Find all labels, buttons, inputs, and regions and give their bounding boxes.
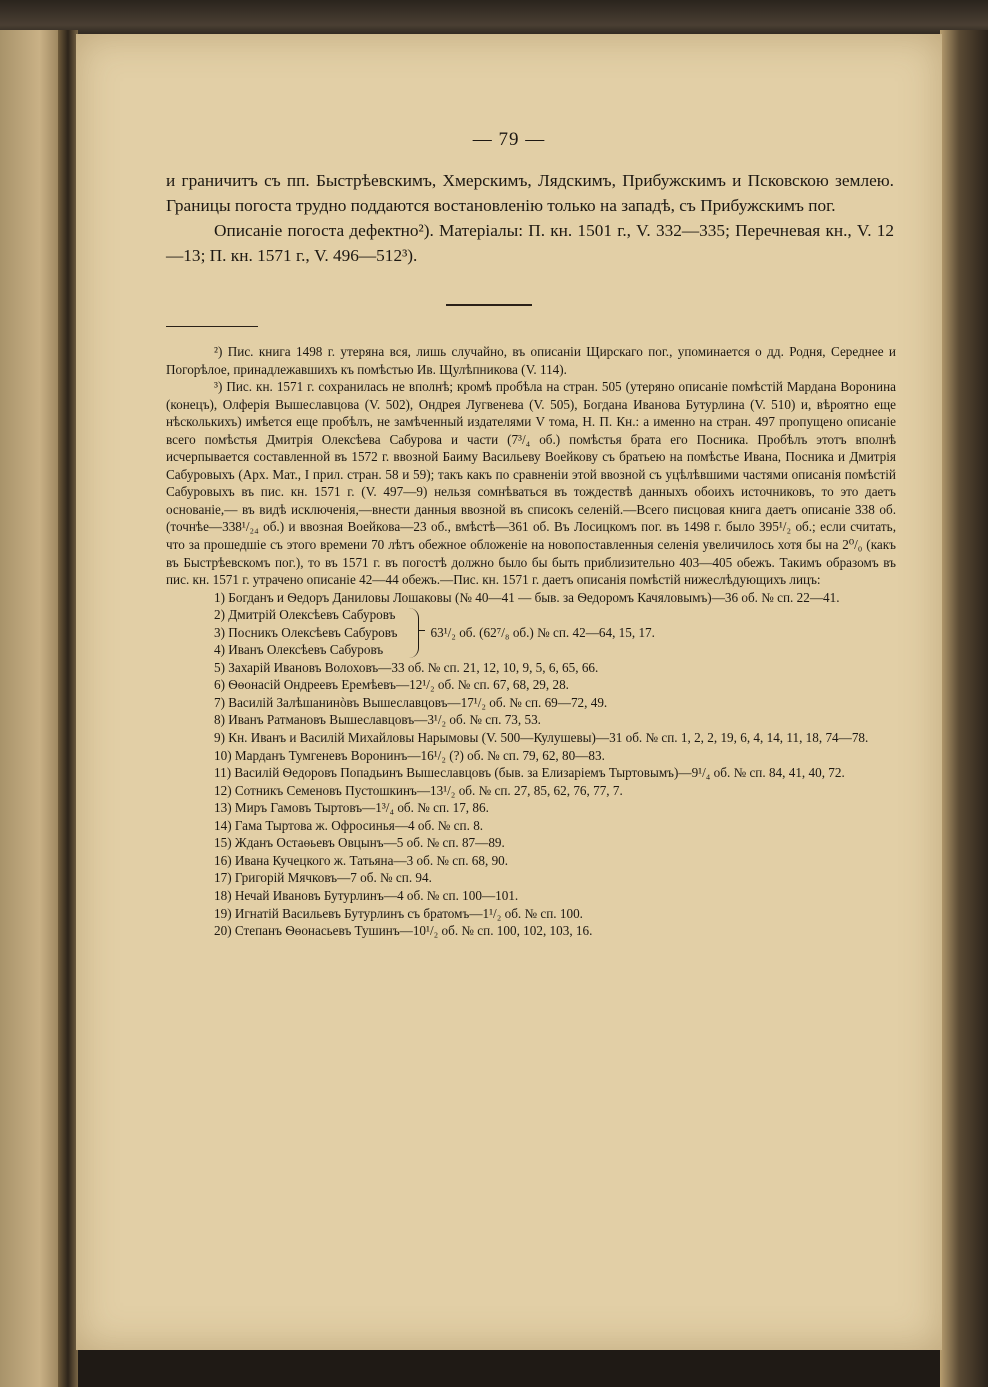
page-number: — 79 — <box>472 129 546 150</box>
list-item: 8) Иванъ Ратмановъ Вышеславцовъ—3¹/₂ об. № сп. 73, 53. <box>214 712 541 728</box>
curly-brace-icon <box>404 608 419 658</box>
footnote-3: ³) Пис. кн. 1571 г. сохранилась не вполнѣ; кромѣ пробѣла на стран. 505 (утеряно описаніе помѣстій Мардана Воронина (конецъ), Олферія Вышеславцова (V. 502), Ондрея Лугвенева (V. 505), Богдана Иванова Бутурлина (V. 510) и, вѣроятно еще нѣсколькихъ) имѣется еще пробѣлъ, не замѣченный издателями V тома, Н. П. Кн.: а именно на стран. 497 пропущено описаніе всего помѣстья Дмитрія Олексѣева Сабурова и части (7³/₄ об.) помѣстья брата его Посника. Пробѣлъ этотъ вполнѣ исчерпывается составленной въ 1572 г. ввозной Баиму Васильеву Воейкову съ братьею на помѣстье Ивана, Посника и Дмитрія Сабуровыхъ (Арх. Мат., I прил. стран. 58 и 59); такъ какъ по сравненіи этой ввозной съ уцѣлѣвшими частями описанія помѣстій Сабуровыхъ въ пис. кн. 1571 г. (V. 497—9) нельзя сомнѣваться въ тождествѣ данныхъ обоихъ источниковъ, то это даетъ основаніе,— въ видѣ исключенія,—внести данныя ввозной въ списокъ селеній.—Всего писцовая книга даетъ описаніе 338 об. (точнѣе—338¹/₂₄ об.) и ввозная Воейкова—23 об., вмѣстѣ—361 об. Въ Лосицкомъ пог. въ 1498 г. было 395¹/₂ об.; если считать, что за прошедшіе съ этого времени 70 лѣтъ обежное обложеніе на новопоставленныя селенія увеличилось хотя бы на 2⁰/₀ (какъ въ Быстрѣевскомъ пог.), то въ 1571 г. въ погостѣ должно было бы быть приблизительно 403—405 обежъ. Такимъ образомъ въ пис. кн. 1571 г. утрачено описаніе 42—44 обежъ.—Пис. кн. 1571 г. даетъ описанія помѣстій нижеслѣдующихъ лицъ: <box>166 379 896 588</box>
book-page-edges <box>940 30 988 1387</box>
list-item: 4) Иванъ Олексѣевъ Сабуровъ <box>214 642 384 658</box>
list-item: 3) Посникъ Олексѣевъ Сабуровъ <box>214 624 398 640</box>
list-item: 19) Игнатій Васильевъ Бутурлинъ съ братомъ—1¹/₂ об. № сп. 100. <box>214 905 583 921</box>
list-item: 18) Нечай Ивановъ Бутурлинъ—4 об. № сп. 100—101. <box>214 887 519 903</box>
section-divider <box>446 304 532 306</box>
book-spine <box>58 30 78 1387</box>
list-item: 17) Григорій Мячковъ—7 об. № сп. 94. <box>214 870 432 886</box>
list-item: 10) Марданъ Тумгеневъ Воронинъ—16¹/₂ (?) об. № сп. 79, 62, 80—83. <box>214 747 605 763</box>
list-item: 16) Ивана Кучецкого ж. Татьяна—3 об. № сп. 68, 90. <box>214 852 509 868</box>
footnote-rule <box>166 326 258 327</box>
estate-list <box>166 659 896 940</box>
main-paragraph-2: Описаніе погоста дефектно²). Матеріалы: П. кн. 1501 г., V. 332—335; Перечневая кн., V. 12—13; П. кн. 1571 г., V. 496—512³). <box>166 221 894 265</box>
list-item: 20) Степанъ Ѳѳонасьевъ Тушинъ—10¹/₂ об. № сп. 100, 102, 103, 16. <box>214 923 593 939</box>
list-item: 12) Сотникъ Семеновъ Пустошкинъ—13¹/₂ об. № сп. 27, 85, 62, 76, 77, 7. <box>214 782 623 798</box>
sabourov-total: 63¹/₂ об. (62⁷/₈ об.) № сп. 42—64, 15, 17. <box>430 624 655 640</box>
list-item: 6) Ѳѳонасій Ондреевъ Еремѣевъ—12¹/₂ об. № сп. 67, 68, 29, 28. <box>214 677 569 693</box>
list-item: 15) Жданъ Остаѳьевъ Овцынъ—5 об. № сп. 87—89. <box>214 835 505 851</box>
list-item: 5) Захарій Ивановъ Волоховъ—33 об. № сп. 21, 12, 10, 9, 5, 6, 65, 66. <box>214 659 599 675</box>
main-text <box>166 168 894 268</box>
book-cover-top <box>0 0 988 36</box>
sabourov-group <box>166 606 896 659</box>
list-item: 9) Кн. Иванъ и Василій Михайловы Нарымовы (V. 500—Кулушевы)—31 об. № сп. 1, 2, 2, 19, 6, 4, 14, 11, 18, 74—78. <box>214 730 869 746</box>
list-item: 2) Дмитрій Олексѣевъ Сабуровъ <box>214 607 396 623</box>
footnotes <box>166 343 896 940</box>
footnote-2: ²) Пис. книга 1498 г. утеряна вся, лишь случайно, въ описаніи Щирскаго пог., упоминается о дд. Родня, Середнее и Погорѣлое, принадлежавшихъ къ помѣстью Ив. Щулѣпникова (V. 114). <box>166 344 896 377</box>
list-item: 13) Миръ Гамовъ Тыртовъ—1³/₄ об. № сп. 17, 86. <box>214 800 489 816</box>
list-item: 14) Гама Тыртова ж. Офросинья—4 об. № сп. 8. <box>214 817 484 833</box>
left-page-edge <box>0 30 66 1387</box>
book-page <box>76 34 942 1350</box>
list-item: 11) Василій Ѳедоровъ Попадьинъ Вышеславцовъ (быв. за Елизаріемъ Тыртовымъ)—9¹/₄ об. № сп. 84, 41, 40, 72. <box>214 765 845 781</box>
main-paragraph-1: и граничитъ съ пп. Быстрѣевскимъ, Хмерскимъ, Лядскимъ, Прибужскимъ и Псковскою землею. Границы погоста трудно поддаются востановленію только на западѣ, съ Прибужскимъ пог. <box>166 171 894 215</box>
list-item: 7) Василій Залѣшанинòвъ Вышеславцовъ—17¹/₂ об. № сп. 69—72, 49. <box>214 694 608 710</box>
sabourov-names <box>166 606 398 659</box>
list-item: 1) Богданъ и Ѳедоръ Даниловы Лошаковы (№ 40—41 — быв. за Ѳедоромъ Качяловымъ)—36 об. № сп. 22—41. <box>214 589 840 605</box>
